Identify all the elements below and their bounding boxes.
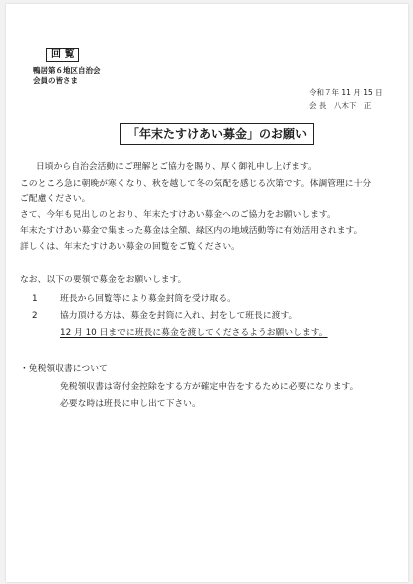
item-number: 1 xyxy=(32,294,38,304)
tax-heading: ・免税領収書について xyxy=(20,364,108,374)
document-page xyxy=(6,4,408,582)
issue-date: 令和７年 11 月 15 日 xyxy=(309,88,383,97)
body-line: このところ急に朝晩が寒くなり、秋を越して冬の気配を感じる次第です。体調管理に十分 xyxy=(20,179,372,189)
tax-line: 必要な時は班長に申し出て下さい。 xyxy=(60,399,201,409)
item-text: 班長から回覧等により募金封筒を受け取る。 xyxy=(60,294,236,304)
organization-name: 鴨居第６地区自治会 xyxy=(33,66,101,75)
sender: 会 長 八木下 正 xyxy=(309,101,372,110)
body-line: 年末たすけあい募金で集まった募金は全額、緑区内の地域活動等に有効活用されます。 xyxy=(20,226,363,236)
body-line: ご配慮ください。 xyxy=(20,194,91,204)
recipients: 会員の皆さま xyxy=(33,76,78,85)
body-line: さて、今年も見出しのとおり、年末たすけあい募金へのご協力をお願いします。 xyxy=(20,210,336,220)
item-text: 協力頂ける方は、募金を封筒に入れ、封をして班長に渡す。 xyxy=(60,311,298,321)
tax-line: 免税領収書は寄付金控除をする方が確定申告をするために必要になります。 xyxy=(60,382,359,392)
procedure-intro: なお、以下の要領で募金をお願いします。 xyxy=(20,275,187,285)
circular-mark: 回 覧 xyxy=(46,48,79,62)
body-line: 日頃から自治会活動にご理解とご協力を賜り、厚く御礼申し上げます。 xyxy=(36,162,317,172)
body-line: 詳しくは、年末たすけあい募金の回覧をご覧ください。 xyxy=(20,242,240,252)
deadline-note: 12 月 10 日までに班長に募金を渡してくださるようお願いします。 xyxy=(60,328,328,338)
item-number: 2 xyxy=(32,311,38,321)
document-title: 「年末たすけあい募金」のお願い xyxy=(120,123,314,145)
